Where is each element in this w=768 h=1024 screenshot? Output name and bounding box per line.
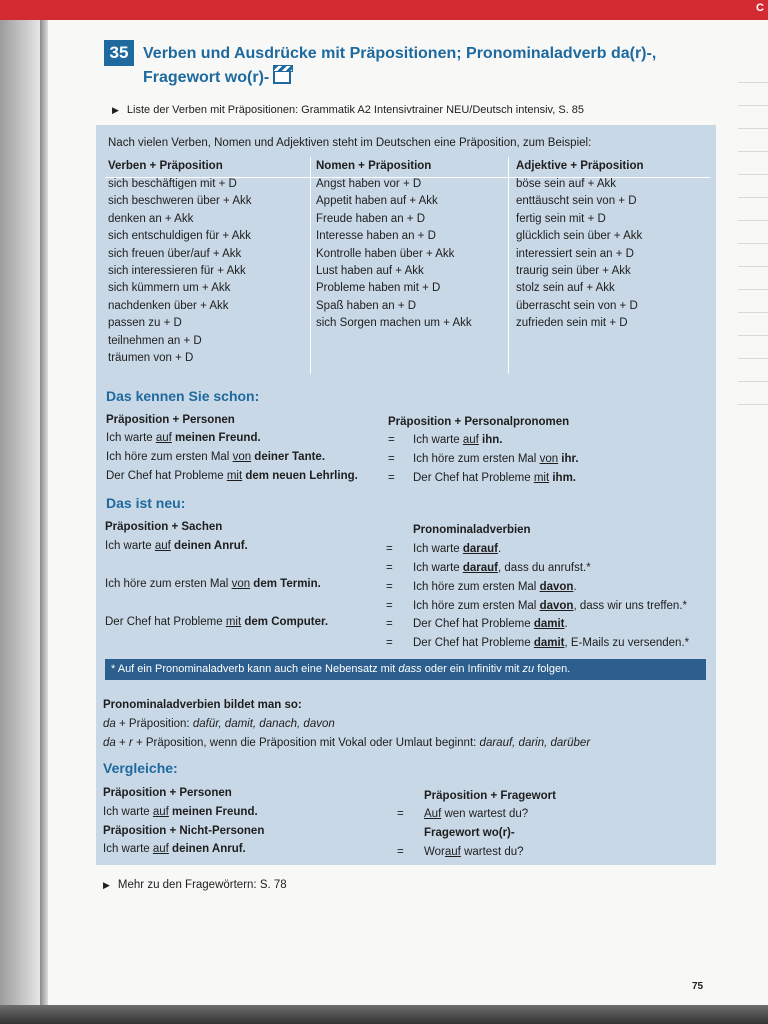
table-cell: enttäuscht sein von + D <box>516 195 637 208</box>
title-line-2: Fragewort wo(r)- <box>143 66 683 90</box>
equals-sign: = <box>397 846 404 858</box>
table-cell: Freude haben an + D <box>316 212 426 225</box>
equals-sign: = <box>386 543 393 555</box>
equals-sign: = <box>386 618 393 630</box>
compare-left-row-2: Ich warte auf deinen Anruf. <box>103 843 246 855</box>
triangle-bullet-icon: ▶ <box>112 105 119 115</box>
pronominal-adverb: darauf <box>462 543 499 555</box>
table-cell: Spaß haben an + D <box>316 299 417 312</box>
text: , dass du anrufst.* <box>498 562 591 574</box>
table-cell: sich beschweren über + Akk <box>108 195 252 208</box>
corner-letter: C <box>756 2 764 14</box>
table-cell: sich beschäftigen mit + D <box>108 178 237 190</box>
object: deiner Tante. <box>251 451 326 463</box>
table-cell: Appetit haben auf + Akk <box>316 195 438 208</box>
new-right-header: Pronominaladverbien <box>413 524 531 536</box>
text: , E-Mails zu versenden.* <box>564 637 690 649</box>
table-cell: sich kümmern um + Akk <box>108 282 231 295</box>
known-left-row <box>106 448 325 466</box>
object: meinen Freund. <box>171 432 261 444</box>
new-left-row <box>105 537 248 555</box>
table-cell: passen zu + D <box>108 317 182 330</box>
compare-right-header-2: Fragewort wo(r)- <box>424 827 515 839</box>
table-cell: denken an + Akk <box>108 212 194 225</box>
table-cell: stolz sein auf + Akk <box>516 282 615 295</box>
preposition: mit <box>533 472 550 484</box>
text: Ich höre zum ersten Mal <box>413 600 540 612</box>
text: Ich höre zum ersten Mal <box>105 578 232 590</box>
nouns-column <box>316 156 506 333</box>
new-left-row <box>105 613 328 631</box>
title-line-1: Verben und Ausdrücke mit Präpositionen; Pronominaladverb da(r)-, <box>143 45 657 62</box>
pronoun: ihn. <box>478 434 503 446</box>
table-cell: glücklich sein über + Akk <box>516 230 643 243</box>
formation-line-2: da + r + Präposition, wenn die Präposition mit Vokal oder Umlaut beginnt: darauf, darin, darüber <box>103 737 591 749</box>
equals-sign: = <box>388 472 395 484</box>
equals-sign: = <box>388 434 395 446</box>
table-cell: Angst haben vor + D <box>316 178 422 190</box>
column-header: Verben + Präposition <box>108 160 223 172</box>
preposition: auf <box>462 434 479 446</box>
object: deinen Anruf. <box>170 540 248 552</box>
table-cell: Lust haben auf + Akk <box>316 264 424 277</box>
known-left-header: Präposition + Personen <box>106 414 235 426</box>
preposition: von <box>232 451 252 463</box>
known-right-row <box>413 450 579 468</box>
table-cell: teilnehmen an + D <box>108 334 202 347</box>
text: Ich warte <box>413 543 463 555</box>
compare-left-header-2: Präposition + Nicht-Personen <box>103 825 265 837</box>
chapter-title <box>143 42 683 90</box>
column-header: Nomen + Präposition <box>316 160 432 172</box>
object: dem Computer. <box>241 616 329 628</box>
new-right-row <box>413 597 687 615</box>
table-cell: sich entschuldigen für + Akk <box>108 230 251 243</box>
chapter-badge: 35 <box>104 40 134 66</box>
compare-left-row-1: Ich warte auf meinen Freund. <box>103 806 258 818</box>
table-cell: interessiert sein an + D <box>516 247 634 260</box>
table-cell: träumen von + D <box>108 351 194 364</box>
text: Ich höre zum ersten Mal <box>106 451 233 463</box>
pronominal-adverb: damit <box>533 618 565 630</box>
bottom-edge <box>0 1005 768 1024</box>
table-cell: Probleme haben mit + D <box>316 282 441 295</box>
table-cell: sich Sorgen machen um + Akk <box>316 317 472 330</box>
known-right-row <box>413 431 503 449</box>
triangle-bullet-icon: ▶ <box>103 880 110 890</box>
verbs-column <box>108 156 308 367</box>
equals-sign: = <box>388 453 395 465</box>
new-right-row <box>413 540 501 558</box>
table-cell: nachdenken über + Akk <box>108 299 229 312</box>
new-left-header: Präposition + Sachen <box>105 521 223 533</box>
preposition: auf <box>154 540 171 552</box>
page-number: 75 <box>692 981 704 992</box>
preposition: mit <box>225 616 242 628</box>
table-cell: sich freuen über/auf + Akk <box>108 247 242 260</box>
compare-right-row-2: Worauf wartest du? <box>424 846 524 858</box>
known-left-row <box>106 467 358 485</box>
compare-heading: Vergleiche: <box>103 760 178 776</box>
text: Ich warte <box>106 432 156 444</box>
adjectives-column <box>516 156 711 333</box>
table-intro: Nach vielen Verben, Nomen und Adjektiven steht im Deutschen eine Präposition, zum Beispiel: <box>108 137 592 149</box>
known-right-header: Präposition + Personalpronomen <box>388 416 570 428</box>
text: Ich warte <box>413 562 463 574</box>
text: Der Chef hat Probleme <box>106 470 227 482</box>
reference-line: ▶ Liste der Verben mit Präpositionen: Grammatik A2 Intensivtrainer NEU/Deutsch intensiv, S. 85 <box>112 104 585 116</box>
video-icon[interactable] <box>273 69 291 84</box>
equals-sign: = <box>386 600 393 612</box>
text: Ich warte <box>105 540 155 552</box>
pronoun: ihr. <box>558 453 579 465</box>
text: Ich höre zum ersten Mal <box>413 581 540 593</box>
table-cell: überrascht sein von + D <box>516 299 638 312</box>
new-right-row <box>413 559 591 577</box>
equals-sign: = <box>386 637 393 649</box>
compare-right-header-1: Präposition + Fragewort <box>424 790 556 802</box>
text: . <box>564 618 568 630</box>
equals-sign: = <box>386 562 393 574</box>
text: Der Chef hat Probleme <box>105 616 226 628</box>
bleed-through <box>738 60 768 820</box>
pronominal-adverb: darauf <box>462 562 499 574</box>
text: Ich höre zum ersten Mal <box>413 453 540 465</box>
preposition: mit <box>226 470 243 482</box>
pronoun: ihm. <box>549 472 576 484</box>
table-cell: Kontrolle haben über + Akk <box>316 247 455 260</box>
column-divider <box>508 157 509 374</box>
book-spine <box>40 20 48 1005</box>
formation-line-1: da + Präposition: dafür, damit, danach, davon <box>103 718 335 730</box>
new-left-row <box>105 575 321 593</box>
formation-heading: Pronominaladverbien bildet man so: <box>103 699 302 711</box>
column-header: Adjektive + Präposition <box>516 160 644 172</box>
column-divider <box>310 157 311 374</box>
pronominal-adverb: davon <box>539 600 574 612</box>
preposition: von <box>231 578 251 590</box>
footnote-bar: * Auf ein Pronominaladverb kann auch eine Nebensatz mit dass oder ein Infinitiv mit zu folgen. <box>105 659 706 680</box>
text: . <box>573 581 577 593</box>
table-cell: Interesse haben an + D <box>316 230 436 243</box>
table-cell: fertig sein mit + D <box>516 212 606 225</box>
new-right-row <box>413 634 689 652</box>
text: , dass wir uns treffen.* <box>573 600 687 612</box>
compare-left-header-1: Präposition + Personen <box>103 787 232 799</box>
more-link[interactable]: ▶ Mehr zu den Fragewörtern: S. 78 <box>103 879 287 891</box>
equals-sign: = <box>386 581 393 593</box>
table-cell: zufrieden sein mit + D <box>516 317 628 330</box>
pronominal-adverb: davon <box>539 581 574 593</box>
text: Ich warte <box>413 434 463 446</box>
table-cell: traurig sein über + Akk <box>516 264 631 277</box>
equals-sign: = <box>397 808 404 820</box>
known-heading: Das kennen Sie schon: <box>106 388 260 404</box>
preposition: von <box>539 453 559 465</box>
object: dem neuen Lehrling. <box>242 470 358 482</box>
known-left-row <box>106 429 261 447</box>
new-right-row <box>413 615 568 633</box>
top-red-bar <box>0 0 768 20</box>
text: Der Chef hat Probleme <box>413 618 534 630</box>
new-right-row <box>413 578 577 596</box>
preposition: auf <box>155 432 172 444</box>
table-cell: sich interessieren für + Akk <box>108 264 246 277</box>
compare-right-row-1: Auf wen wartest du? <box>424 808 529 820</box>
text: Der Chef hat Probleme <box>413 637 534 649</box>
object: dem Termin. <box>250 578 321 590</box>
text: . <box>498 543 502 555</box>
new-heading: Das ist neu: <box>106 495 186 511</box>
table-cell: böse sein auf + Akk <box>516 178 617 190</box>
text: Der Chef hat Probleme <box>413 472 534 484</box>
known-right-row <box>413 469 576 487</box>
left-page-edge <box>0 20 40 1005</box>
pronominal-adverb: damit <box>533 637 565 649</box>
